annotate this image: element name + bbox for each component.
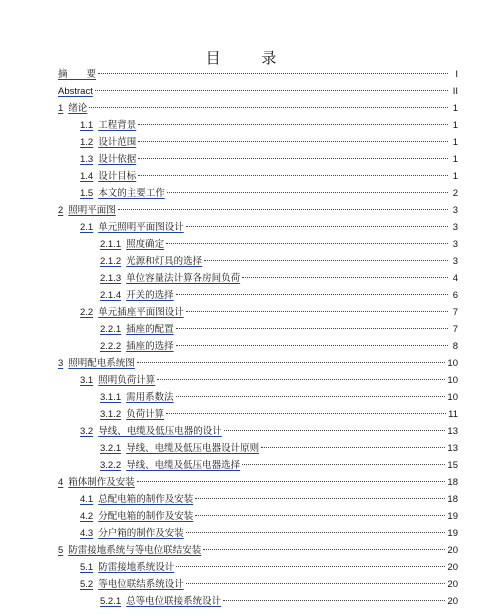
toc-entry[interactable]	[58, 202, 458, 219]
dot-leader	[98, 73, 448, 74]
toc-entry-link[interactable]	[100, 389, 174, 406]
toc-entry-link[interactable]	[100, 406, 164, 423]
dot-leader	[261, 447, 445, 448]
toc-entry-link[interactable]	[100, 287, 174, 304]
toc-entry[interactable]	[58, 593, 458, 610]
toc-entry-link[interactable]	[58, 542, 201, 559]
toc-entry-number: 1	[58, 103, 64, 114]
toc-entry-number: 3	[58, 358, 64, 369]
toc-entry-number: 1.2	[80, 137, 94, 148]
toc-entry-number: 2.2	[80, 307, 94, 318]
dot-leader	[242, 464, 445, 465]
toc-entry-label: 照度确定	[126, 239, 165, 250]
toc-entry-number: 3.2.1	[100, 443, 122, 454]
toc-entry-link[interactable]	[80, 576, 184, 593]
toc-entry[interactable]	[58, 508, 458, 525]
toc-entry-number: 5	[58, 545, 64, 556]
toc-page-number: 20	[447, 545, 458, 556]
dot-leader	[186, 226, 448, 227]
toc-entry-link[interactable]	[80, 168, 136, 185]
toc-page-number: 19	[447, 528, 458, 539]
toc-page-number: II	[452, 86, 458, 97]
toc-entry-link[interactable]	[80, 491, 193, 508]
toc-entry-number: 2.1.2	[100, 256, 122, 267]
dot-leader	[118, 209, 448, 210]
dot-leader	[176, 294, 448, 295]
dot-leader	[203, 549, 445, 550]
toc-page-number: 3	[452, 256, 458, 267]
toc-page-number: 8	[452, 341, 458, 352]
toc-page-number: 3	[452, 222, 458, 233]
toc-page-number: 18	[447, 477, 458, 488]
toc-entry-link[interactable]	[80, 117, 136, 134]
toc-entry-label: 工程背景	[98, 120, 137, 131]
toc-entry-number: 4.3	[80, 528, 94, 539]
toc-entry[interactable]	[58, 525, 458, 542]
toc-entry-label: 分户箱的制作及安装	[98, 528, 184, 539]
toc-entry[interactable]	[58, 355, 458, 372]
toc-entry-label: 本文的主要工作	[98, 188, 165, 199]
toc-page-number: 20	[447, 596, 458, 607]
toc-entry-link[interactable]	[100, 253, 202, 270]
toc-entry-label: 照明配电系统图	[68, 358, 135, 369]
toc-entry-link[interactable]	[58, 202, 116, 219]
toc-entry-number: 2	[58, 205, 64, 216]
dot-leader	[242, 277, 448, 278]
toc-entry[interactable]	[58, 270, 458, 287]
toc-page-number: 1	[452, 103, 458, 114]
toc-entry-link[interactable]	[80, 151, 136, 168]
toc-page-number: 19	[447, 511, 458, 522]
toc-entry-label: 照明负荷计算	[98, 375, 156, 386]
toc-entry[interactable]	[58, 304, 458, 321]
toc-entry-label: 光源和灯具的选择	[126, 256, 203, 267]
toc-entry[interactable]	[58, 287, 458, 304]
dot-leader	[138, 141, 448, 142]
toc-entry[interactable]	[58, 83, 458, 100]
toc-entry[interactable]	[58, 372, 458, 389]
toc-entry-label: 分配电箱的制作及安装	[98, 511, 194, 522]
toc-entry[interactable]	[58, 406, 458, 423]
table-of-contents	[58, 66, 458, 610]
dot-leader	[176, 396, 446, 397]
toc-entry-label: 导线、电缆及低压电器选择	[126, 460, 241, 471]
toc-entry-number: 3.1	[80, 375, 94, 386]
toc-entry-link[interactable]	[80, 185, 165, 202]
toc-entry-link[interactable]	[80, 559, 174, 576]
toc-entry-label: 设计依据	[98, 154, 137, 165]
toc-entry-number: 4.2	[80, 511, 94, 522]
toc-entry-number: 3.2.2	[100, 460, 122, 471]
toc-entry-link[interactable]	[100, 457, 240, 474]
dot-leader	[137, 481, 446, 482]
toc-entry-link[interactable]	[80, 508, 193, 525]
page-title: 目 录	[205, 49, 295, 67]
toc-page-number: 10	[447, 358, 458, 369]
toc-entry-number: 4	[58, 477, 64, 488]
toc-entry-label: 单元照明平面图设计	[98, 222, 184, 233]
toc-entry-link[interactable]	[100, 321, 174, 338]
toc-entry-label: 绪论	[68, 103, 88, 114]
toc-page-number: 13	[447, 426, 458, 437]
dot-leader	[138, 124, 448, 125]
toc-page-number: 7	[452, 307, 458, 318]
dot-leader	[166, 413, 446, 414]
toc-entry-link[interactable]	[58, 83, 93, 100]
toc-entry[interactable]	[58, 134, 458, 151]
toc-page-number: 20	[447, 579, 458, 590]
toc-entry-link[interactable]	[80, 304, 184, 321]
toc-entry-link[interactable]	[58, 474, 135, 491]
toc-page-number: 1	[452, 154, 458, 165]
toc-entry-label: 插座的选择	[126, 341, 174, 352]
toc-entry[interactable]	[58, 338, 458, 355]
dot-leader	[138, 158, 448, 159]
toc-page-number: 11	[448, 409, 458, 420]
toc-entry-number: 3.1.1	[100, 392, 122, 403]
toc-entry[interactable]	[58, 236, 458, 253]
toc-entry[interactable]	[58, 66, 458, 83]
toc-page-number: 18	[447, 494, 458, 505]
toc-entry-label: 等电位联结系统设计	[98, 579, 184, 590]
toc-entry-number: 2.1.4	[100, 290, 122, 301]
toc-entry[interactable]	[58, 576, 458, 593]
toc-entry-number: 1.4	[80, 171, 94, 182]
toc-page-number: 1	[452, 137, 458, 148]
toc-entry-label: 开关的选择	[126, 290, 174, 301]
dot-leader	[157, 379, 445, 380]
dot-leader	[176, 566, 445, 567]
toc-entry-number: 5.1	[80, 562, 94, 573]
toc-entry-link[interactable]	[58, 100, 87, 117]
toc-entry-number: 3.1.2	[100, 409, 122, 420]
toc-entry-label: 摘 要	[58, 69, 97, 80]
toc-entry-label: 设计目标	[98, 171, 137, 182]
toc-entry-number: 2.1.3	[100, 273, 122, 284]
toc-page-number: 4	[452, 273, 458, 284]
toc-entry[interactable]	[58, 253, 458, 270]
toc-entry-link[interactable]	[100, 236, 164, 253]
toc-entry-label: 箱体制作及安装	[68, 477, 135, 488]
toc-entry-link[interactable]	[100, 440, 259, 457]
toc-entry[interactable]	[58, 423, 458, 440]
toc-entry-link[interactable]	[80, 372, 155, 389]
toc-page-number: 6	[452, 290, 458, 301]
toc-entry-label: 负荷计算	[126, 409, 165, 420]
toc-entry-label: 导线、电缆及低压电器的设计	[98, 426, 222, 437]
toc-entry[interactable]	[58, 321, 458, 338]
dot-leader	[138, 175, 448, 176]
toc-entry-label: 总配电箱的制作及安装	[98, 494, 194, 505]
toc-page-number: 13	[447, 443, 458, 454]
toc-entry-number: 4.1	[80, 494, 94, 505]
toc-page-number: 15	[447, 460, 458, 471]
dot-leader	[95, 90, 448, 91]
toc-page-number: 1	[452, 120, 458, 131]
dot-leader	[224, 430, 446, 431]
toc-entry[interactable]	[58, 168, 458, 185]
toc-entry-label: 单元插座平面图设计	[98, 307, 184, 318]
dot-leader	[166, 243, 448, 244]
dot-leader	[223, 600, 445, 601]
toc-entry-number: 1.5	[80, 188, 94, 199]
toc-page-number: I	[455, 69, 458, 80]
toc-page-number: 2	[452, 188, 458, 199]
toc-entry-label: 防雷接地系统与等电位联结安装	[68, 545, 202, 556]
toc-entry-number: 1.1	[80, 120, 94, 131]
toc-entry[interactable]	[58, 440, 458, 457]
toc-entry-number: 5.2.1	[100, 596, 122, 607]
toc-entry-number: 2.1	[80, 222, 94, 233]
toc-entry-number: 2.2.2	[100, 341, 122, 352]
dot-leader	[186, 583, 446, 584]
toc-entry[interactable]	[58, 474, 458, 491]
toc-entry-link[interactable]	[100, 270, 240, 287]
toc-entry[interactable]	[58, 389, 458, 406]
toc-entry-number: 2.2.1	[100, 324, 122, 335]
toc-entry-label: Abstract	[58, 86, 93, 97]
toc-entry-link[interactable]	[100, 593, 221, 610]
toc-entry[interactable]	[58, 491, 458, 508]
toc-entry-label: 设计范围	[98, 137, 137, 148]
toc-entry-label: 总等电位联接系统设计	[126, 596, 222, 607]
toc-page-number: 20	[447, 562, 458, 573]
dot-leader	[204, 260, 448, 261]
toc-entry-label: 防雷接地系统设计	[98, 562, 175, 573]
dot-leader	[195, 515, 445, 516]
toc-entry-label: 单位容量法计算各房间负荷	[126, 273, 241, 284]
dot-leader	[89, 107, 448, 108]
toc-entry-link[interactable]	[80, 423, 222, 440]
toc-entry-number: 1.3	[80, 154, 94, 165]
toc-entry-link[interactable]	[80, 525, 184, 542]
dot-leader	[176, 345, 448, 346]
toc-page-number: 3	[452, 239, 458, 250]
toc-page-number: 3	[452, 205, 458, 216]
toc-page-number: 1	[452, 171, 458, 182]
toc-page-number: 10	[447, 375, 458, 386]
toc-entry-number: 2.1.1	[100, 239, 122, 250]
dot-leader	[137, 362, 446, 363]
toc-page-number: 7	[452, 324, 458, 335]
toc-entry[interactable]	[58, 219, 458, 236]
toc-page-number: 10	[447, 392, 458, 403]
dot-leader	[186, 311, 448, 312]
toc-entry-label: 插座的配置	[126, 324, 174, 335]
toc-entry-label: 需用系数法	[126, 392, 174, 403]
toc-entry-link[interactable]	[58, 355, 135, 372]
toc-entry[interactable]	[58, 117, 458, 134]
toc-entry[interactable]	[58, 542, 458, 559]
toc-entry-number: 5.2	[80, 579, 94, 590]
toc-entry-link[interactable]	[58, 66, 96, 83]
dot-leader	[167, 192, 448, 193]
dot-leader	[176, 328, 448, 329]
toc-entry[interactable]	[58, 100, 458, 117]
toc-entry[interactable]	[58, 151, 458, 168]
toc-entry-number: 3.2	[80, 426, 94, 437]
dot-leader	[195, 498, 445, 499]
toc-entry-link[interactable]	[100, 338, 174, 355]
toc-entry-link[interactable]	[80, 219, 184, 236]
toc-entry[interactable]	[58, 185, 458, 202]
toc-entry[interactable]	[58, 457, 458, 474]
toc-entry-label: 照明平面图	[68, 205, 116, 216]
toc-entry-label: 导线、电缆及低压电器设计原则	[126, 443, 260, 454]
toc-entry-link[interactable]	[80, 134, 136, 151]
toc-entry[interactable]	[58, 559, 458, 576]
dot-leader	[186, 532, 446, 533]
